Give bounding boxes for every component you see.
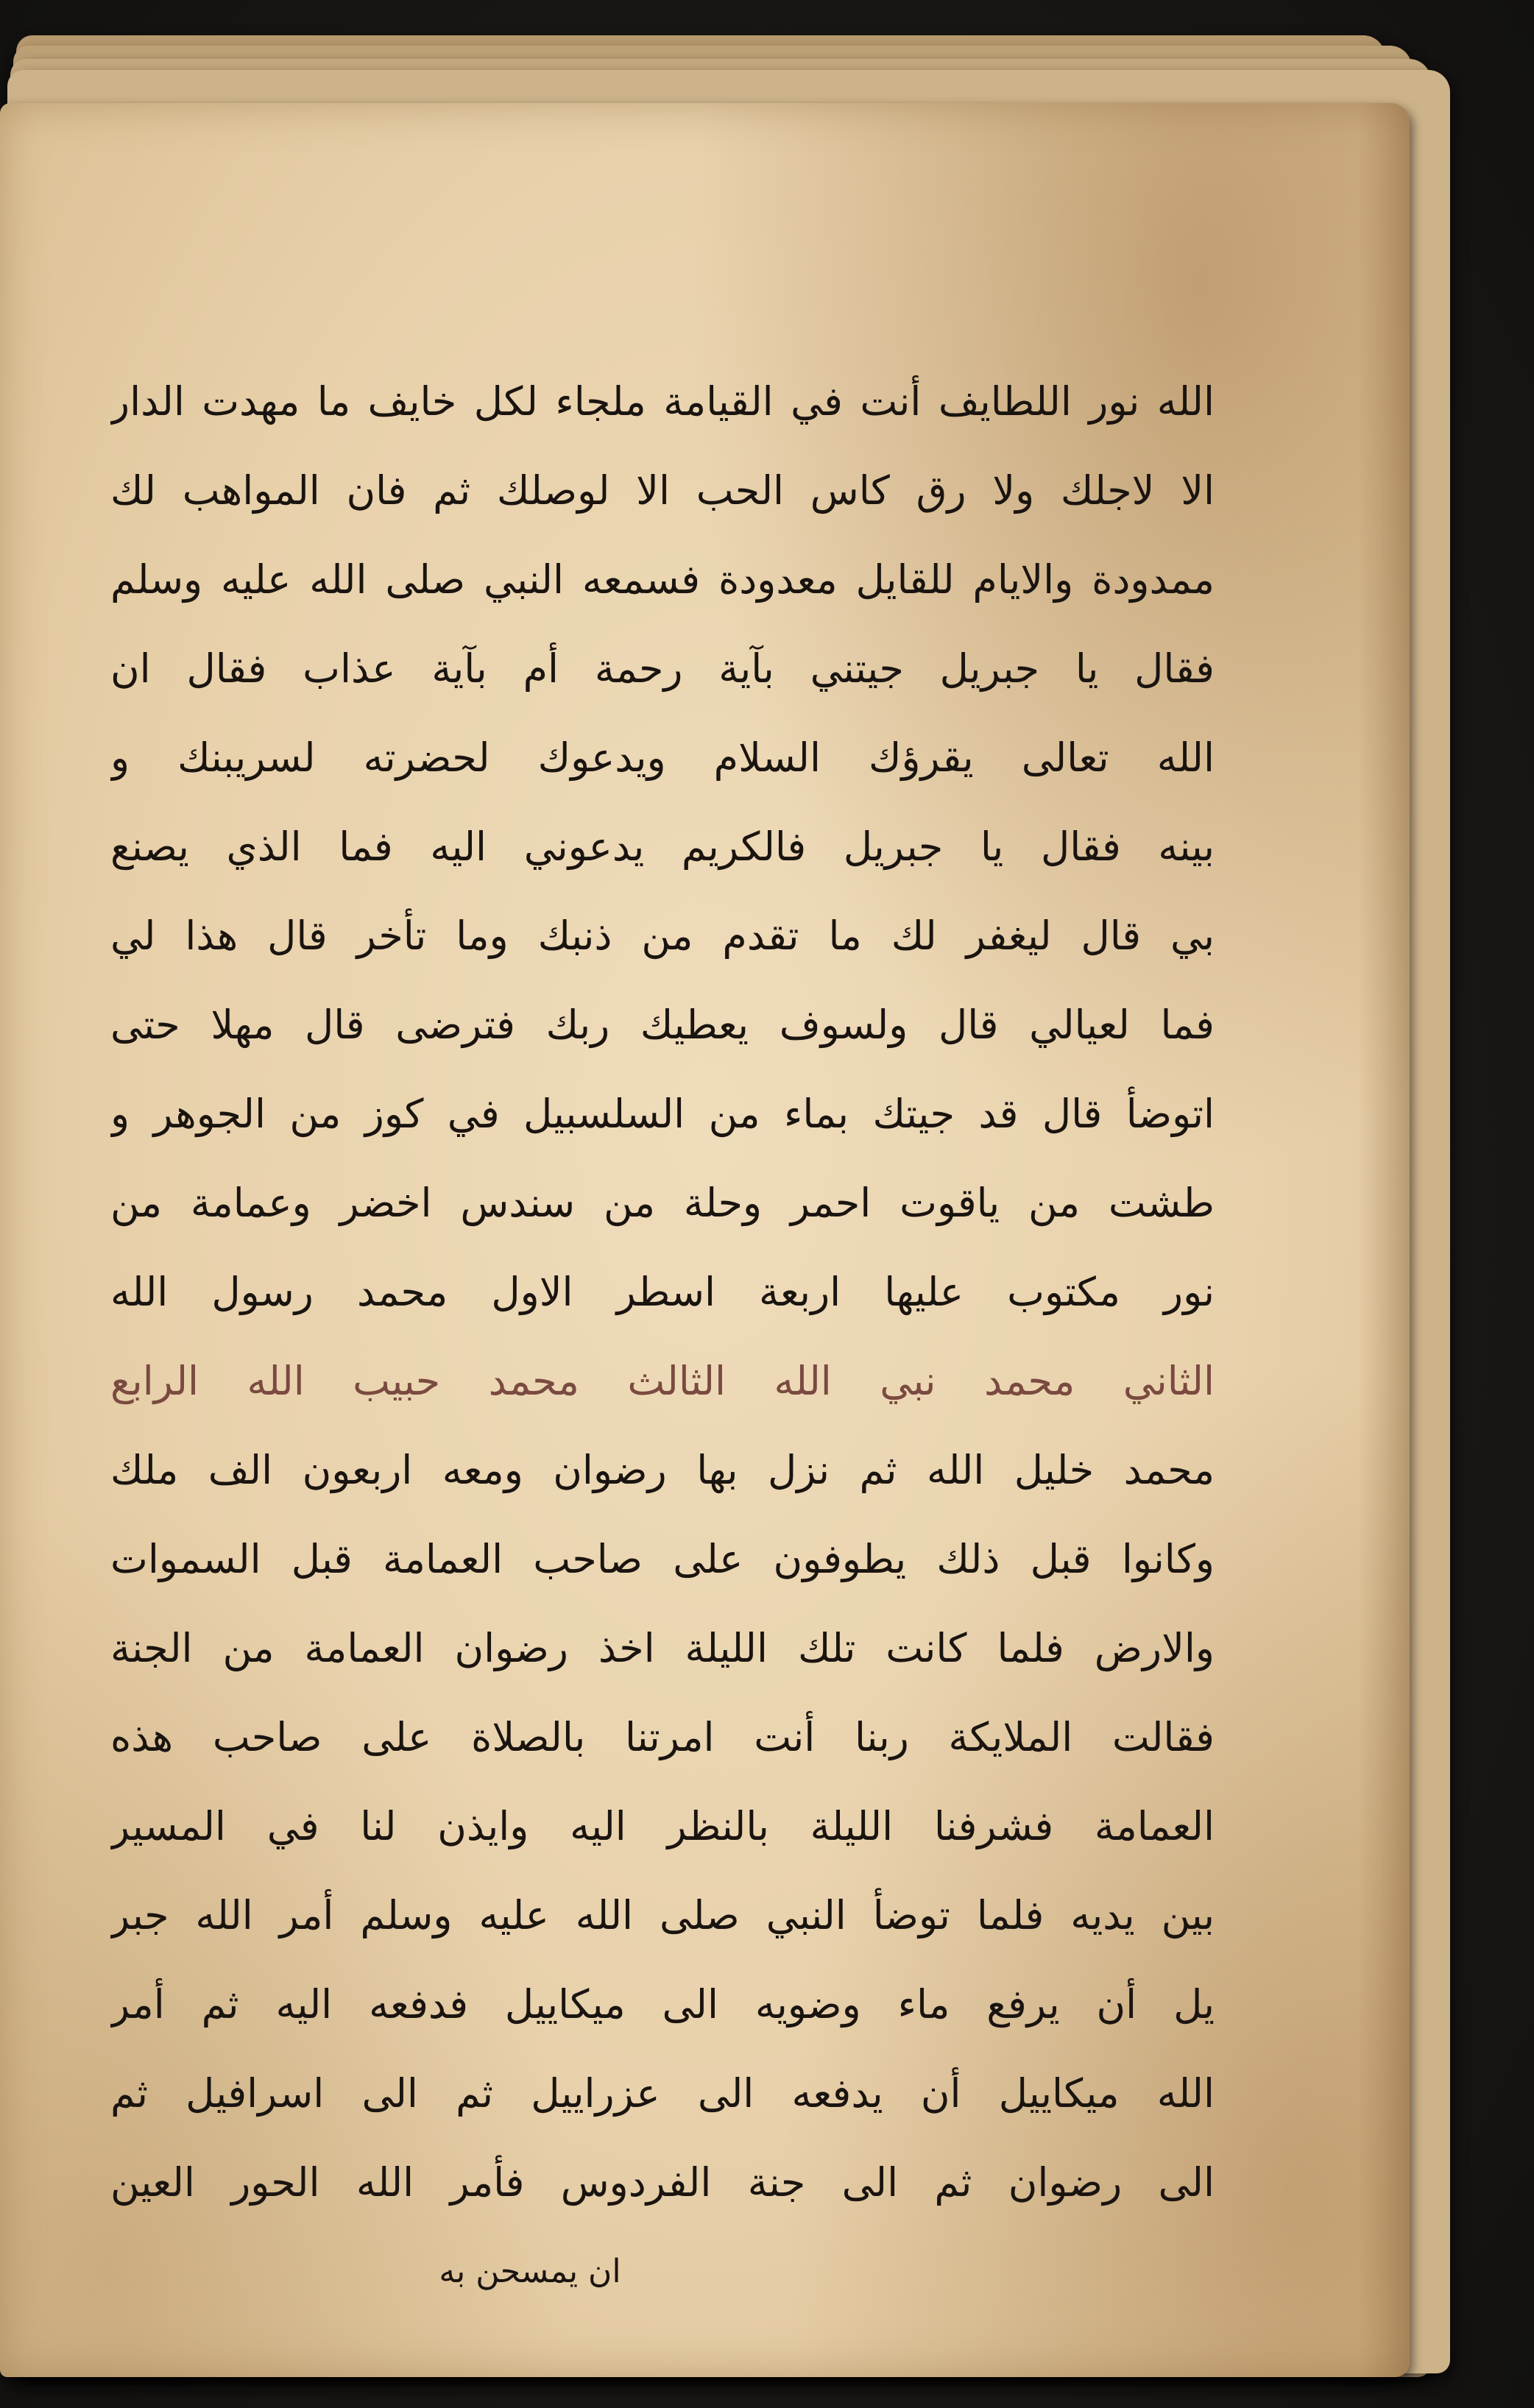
manuscript-line: بي قال ليغفر لك ما تقدم من ذنبك وما تأخر قال هذا لي: [110, 913, 1215, 959]
manuscript-line: وكانوا قبل ذلك يطوفون على صاحب العمامة قبل السموات: [110, 1536, 1215, 1582]
manuscript-line: فما لعيالي قال ولسوف يعطيك ربك فترضى قال مهلا حتى: [110, 1002, 1215, 1048]
manuscript-line: اتوضأ قال قد جيتك بماء من السلسبيل في كوز من الجوهر و: [110, 1091, 1215, 1137]
manuscript-line: طشت من ياقوت احمر وحلة من سندس اخضر وعمامة من: [110, 1180, 1215, 1226]
manuscript-line: بين يديه فلما توضأ النبي صلى الله عليه وسلم أمر الله جبر: [110, 1892, 1215, 1938]
manuscript-line: والارض فلما كانت تلك الليلة اخذ رضوان العمامة من الجنة: [110, 1625, 1215, 1671]
manuscript-line: الله ميكاييل أن يدفعه الى عزراييل ثم الى اسرافيل ثم: [110, 2070, 1215, 2117]
manuscript-line: يل أن يرفع ماء وضويه الى ميكاييل فدفعه اليه ثم أمر: [110, 1981, 1215, 2028]
manuscript-page: [0, 103, 1410, 2377]
manuscript-line: محمد خليل الله ثم نزل بها رضوان ومعه اربعون الف ملك: [110, 1447, 1215, 1493]
manuscript-line-final: ان يمسحن به: [439, 2253, 621, 2290]
manuscript-line: الثاني محمد نبي الله الثالث محمد حبيب الله الرابع: [110, 1358, 1215, 1404]
manuscript-line: الا لاجلك ولا رق كاس الحب الا لوصلك ثم فان المواهب لك: [110, 467, 1215, 514]
manuscript-line: فقالت الملايكة ربنا أنت امرتنا بالصلاة على صاحب هذه: [110, 1714, 1215, 1760]
manuscript-line: العمامة فشرفنا الليلة بالنظر اليه وايذن لنا في المسير: [110, 1803, 1215, 1849]
manuscript-line: الله تعالى يقرؤك السلام ويدعوك لحضرته لسريبنك و: [110, 734, 1215, 781]
manuscript-line: نور مكتوب عليها اربعة اسطر الاول محمد رسول الله: [110, 1269, 1215, 1315]
manuscript-line: ممدودة والايام للقايل معدودة فسمعه النبي صلى الله عليه وسلم: [110, 556, 1215, 603]
manuscript-line: الى رضوان ثم الى جنة الفردوس فأمر الله الحور العين: [110, 2159, 1215, 2206]
manuscript-text-block: [110, 357, 1215, 2316]
manuscript-line: فقال يا جبريل جيتني بآية رحمة أم بآية عذاب فقال ان: [110, 645, 1215, 692]
manuscript-line: الله نور اللطايف أنت في القيامة ملجاء لكل خايف ما مهدت الدار: [110, 378, 1215, 425]
manuscript-line: بينه فقال يا جبريل فالكريم يدعوني اليه فما الذي يصنع: [110, 824, 1215, 870]
